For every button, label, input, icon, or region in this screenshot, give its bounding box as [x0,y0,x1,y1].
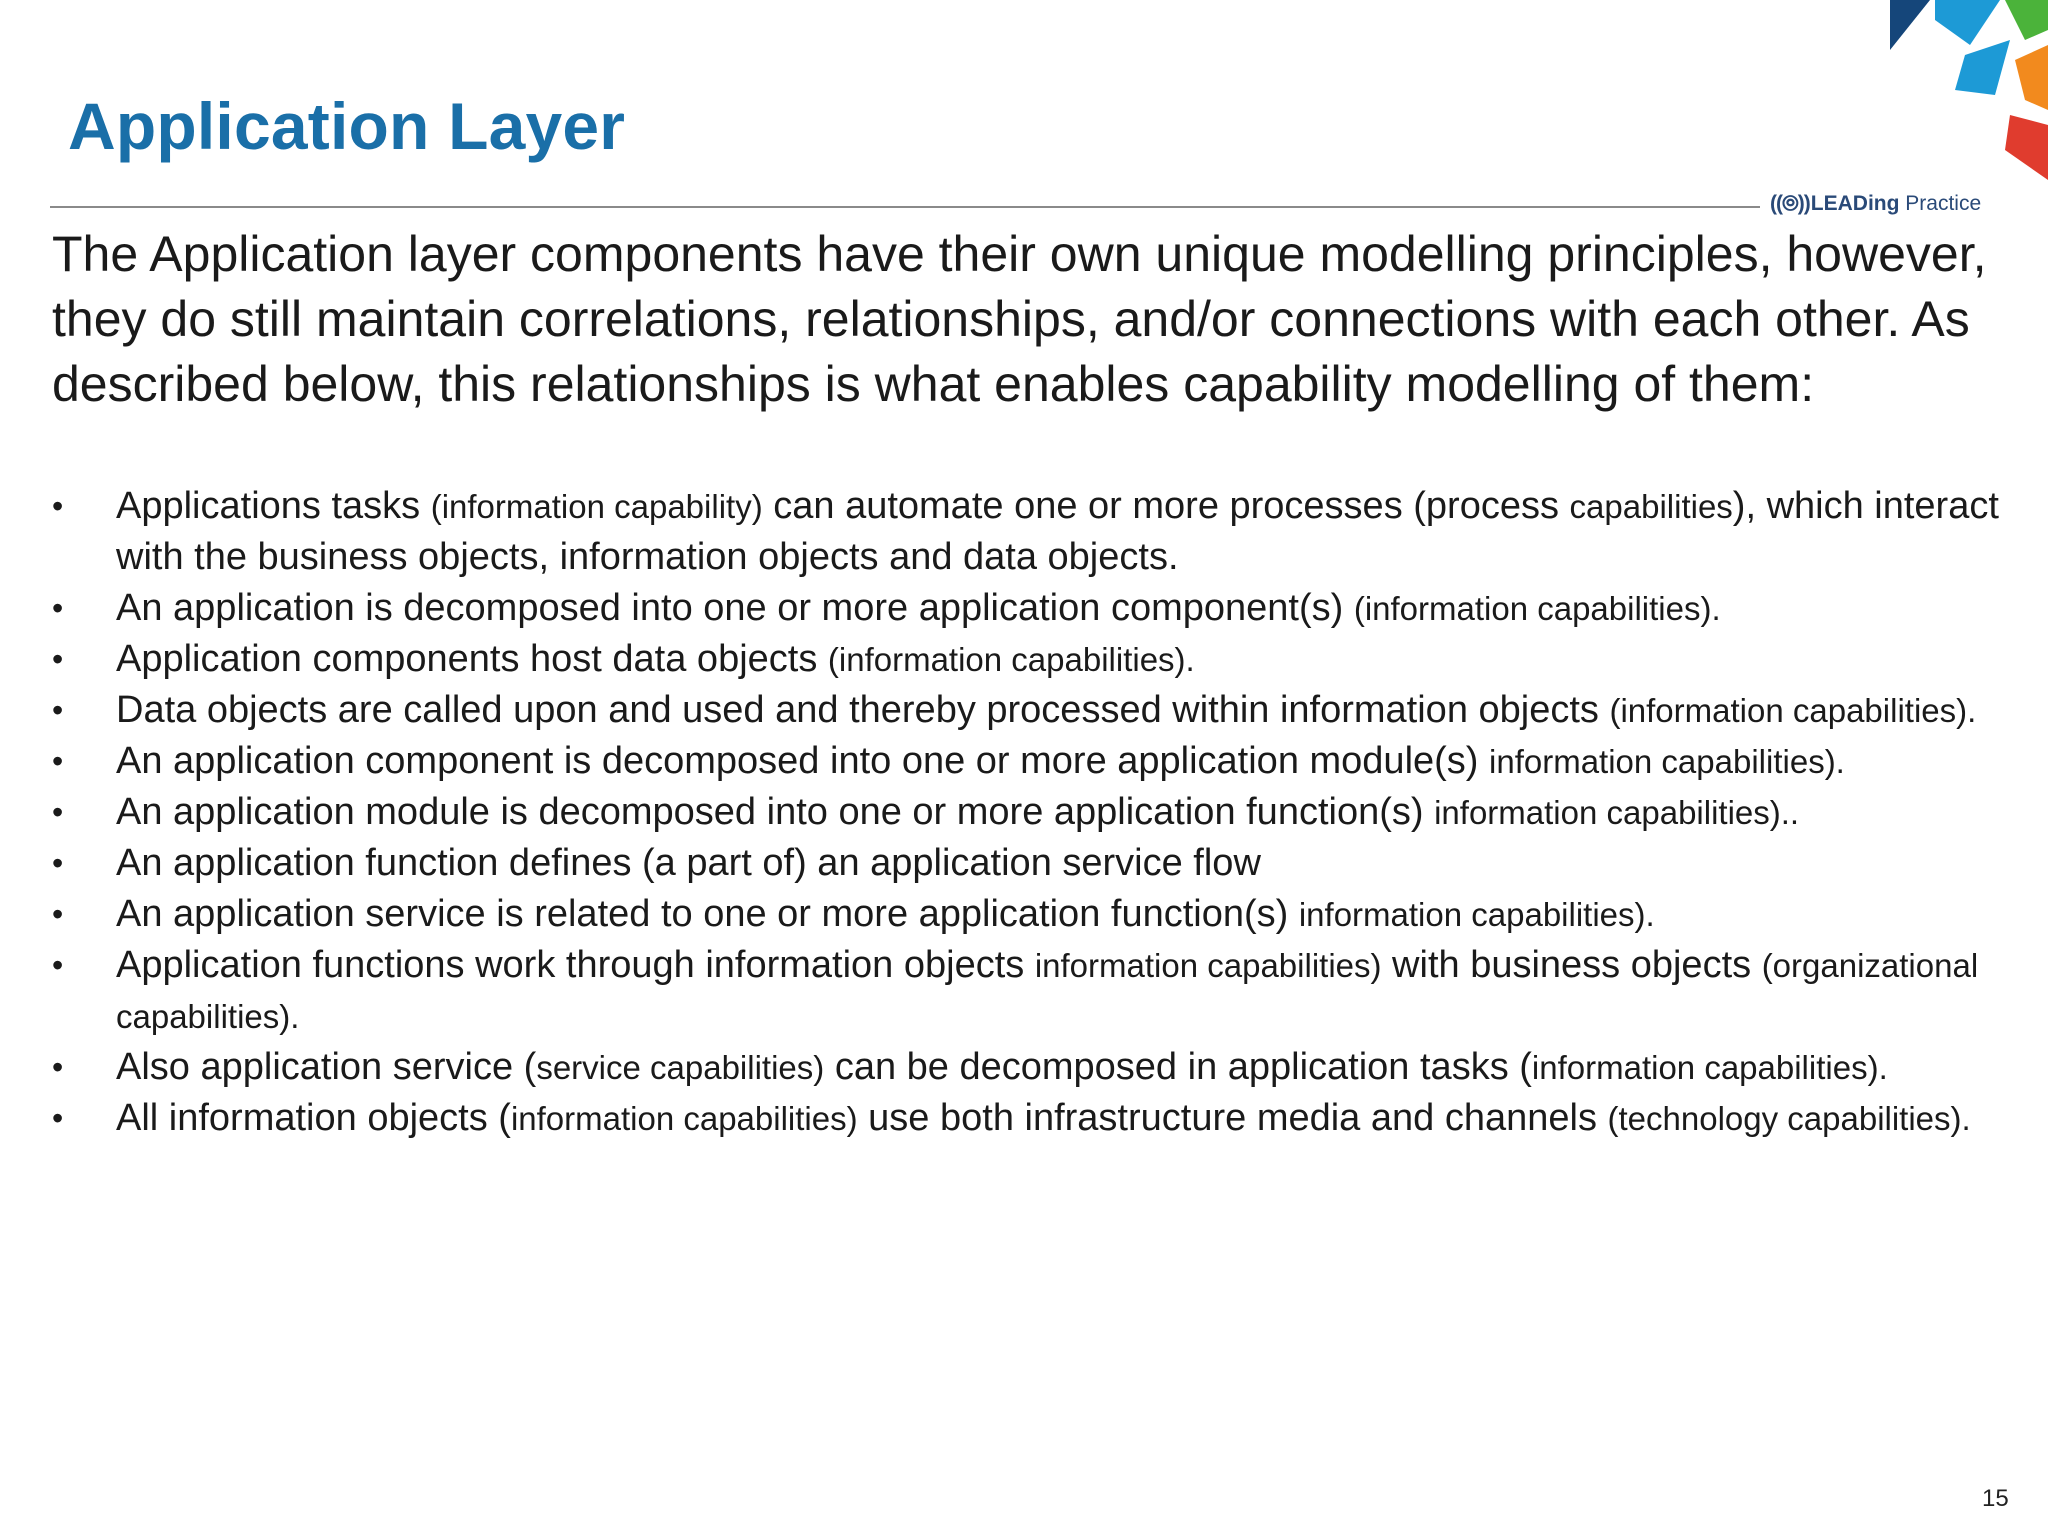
list-item: • Application components host data objects (information capabilities). [52,634,2012,685]
bullet-icon: • [52,641,64,677]
brand-label [1770,192,1981,216]
company-logo-icon [1835,0,2048,185]
bullet-icon: • [52,743,64,779]
list-item: • An application service is related to one or more application function(s) information capabilities). [52,889,2012,940]
bullet-list [52,481,2012,1144]
list-item: • An application is decomposed into one or more application component(s) (information capabilities). [52,583,2012,634]
list-item: • Also application service (service capabilities) can be decomposed in application tasks (information capabilities). [52,1042,2012,1093]
bullet-icon: • [52,692,64,728]
bullet-icon: • [52,845,64,881]
page-title: Application Layer [68,89,626,163]
list-item: • An application component is decomposed into one or more application module(s) information capabilities). [52,736,2012,787]
list-item: • Application functions work through information objects information capabilities) with business objects (organizational capabilities). [52,940,2012,1042]
bullet-icon: • [52,794,64,830]
list-item: • An application function defines (a part of) an application service flow [52,838,2012,889]
brand-sub: Practice [1899,192,1982,215]
bullet-icon: • [52,947,64,983]
list-item: • Applications tasks (information capability) can automate one or more processes (process capabilities), which interact with the business objects, information objects and data objects. [52,481,2012,583]
bullet-icon: • [52,590,64,626]
bullet-icon: • [52,488,64,524]
title-divider [50,206,1760,208]
brand-mark: ((⦾)) [1770,192,1810,215]
list-item: • Data objects are called upon and used and thereby processed within information objects (information capabilities). [52,685,2012,736]
bullet-icon: • [52,1100,64,1136]
list-item: • An application module is decomposed into one or more application function(s) information capabilities).. [52,787,2012,838]
bullet-icon: • [52,1049,64,1085]
bullet-icon: • [52,896,64,932]
brand-name: LEADing [1810,192,1900,215]
intro-paragraph: The Application layer components have their own unique modelling principles, however, they do still maintain correlations, relationships, and/or connections with each other. As described below, this relationships is what enables capability modelling of them: [52,226,1987,412]
page-number: 15 [1982,1485,2009,1512]
list-item: • All information objects (information capabilities) use both infrastructure media and channels (technology capabilities). [52,1093,2012,1144]
